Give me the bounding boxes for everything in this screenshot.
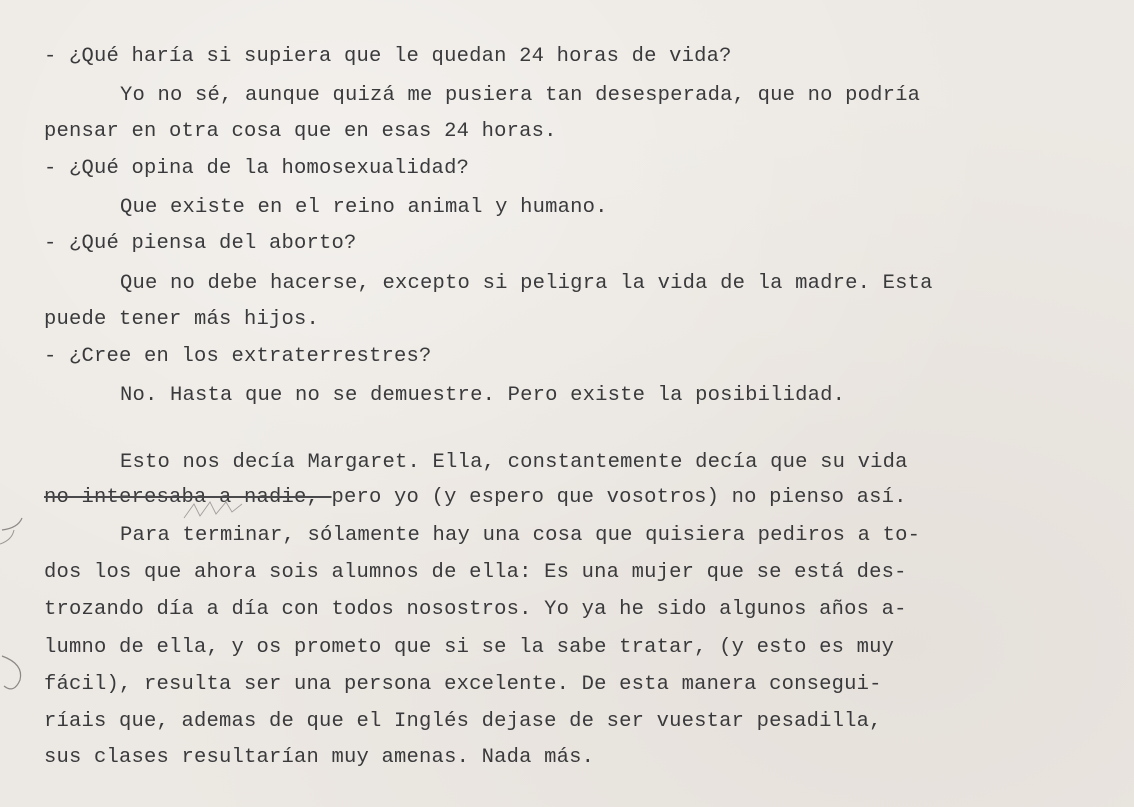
text-line-2: Yo no sé, aunque quizá me pusiera tan desesperada, que no podría [70, 84, 921, 107]
text-line-8: puede tener más hijos. [44, 308, 320, 331]
pencil-margin-mark [0, 500, 30, 560]
text-line-14: dos los que ahora sois alumnos de ella: Es una mujer que se está des- [44, 561, 907, 584]
text-line-13: Para terminar, sólamente hay una cosa que quisiera pediros a to- [70, 524, 921, 547]
text-line-6: - ¿Qué piensa del aborto? [44, 232, 357, 255]
text-line-5: Que existe en el reino animal y humano. [70, 196, 608, 219]
text-line-10: No. Hasta que no se demuestre. Pero existe la posibilidad. [70, 384, 846, 407]
pencil-loop-mark [0, 650, 34, 700]
text-line-9: - ¿Cree en los extraterrestres? [44, 345, 432, 368]
text-line-7: Que no debe hacerse, excepto si peligra la vida de la madre. Esta [70, 272, 933, 295]
text-line-18: ríais que, ademas de que el Inglés dejase de ser vuestar pesadilla, [44, 710, 882, 733]
text-line-12: pero yo (y espero que vosotros) no pienso así. [331, 486, 907, 509]
text-line-17: fácil), resulta ser una persona excelente. De esta manera consegui- [44, 673, 882, 696]
text-line-1: - ¿Qué haría si supiera que le quedan 24 horas de vida? [44, 45, 732, 68]
text-line-19: sus clases resultarían muy amenas. Nada más. [44, 746, 595, 769]
pencil-scribble-mark [180, 496, 260, 526]
text-line-11: Esto nos decía Margaret. Ella, constantemente decía que su vida [70, 451, 908, 474]
text-line-4: - ¿Qué opina de la homosexualidad? [44, 157, 470, 180]
struck-out-text: no interesaba a nadie, [44, 486, 332, 509]
text-line-12-wrapper [44, 486, 907, 510]
text-line-15: trozando día a día con todos nosostros. Yo ya he sido algunos años a- [44, 598, 907, 621]
text-line-3: pensar en otra cosa que en esas 24 horas. [44, 120, 557, 143]
text-line-16: lumno de ella, y os prometo que si se la sabe tratar, (y esto es muy [44, 636, 895, 659]
